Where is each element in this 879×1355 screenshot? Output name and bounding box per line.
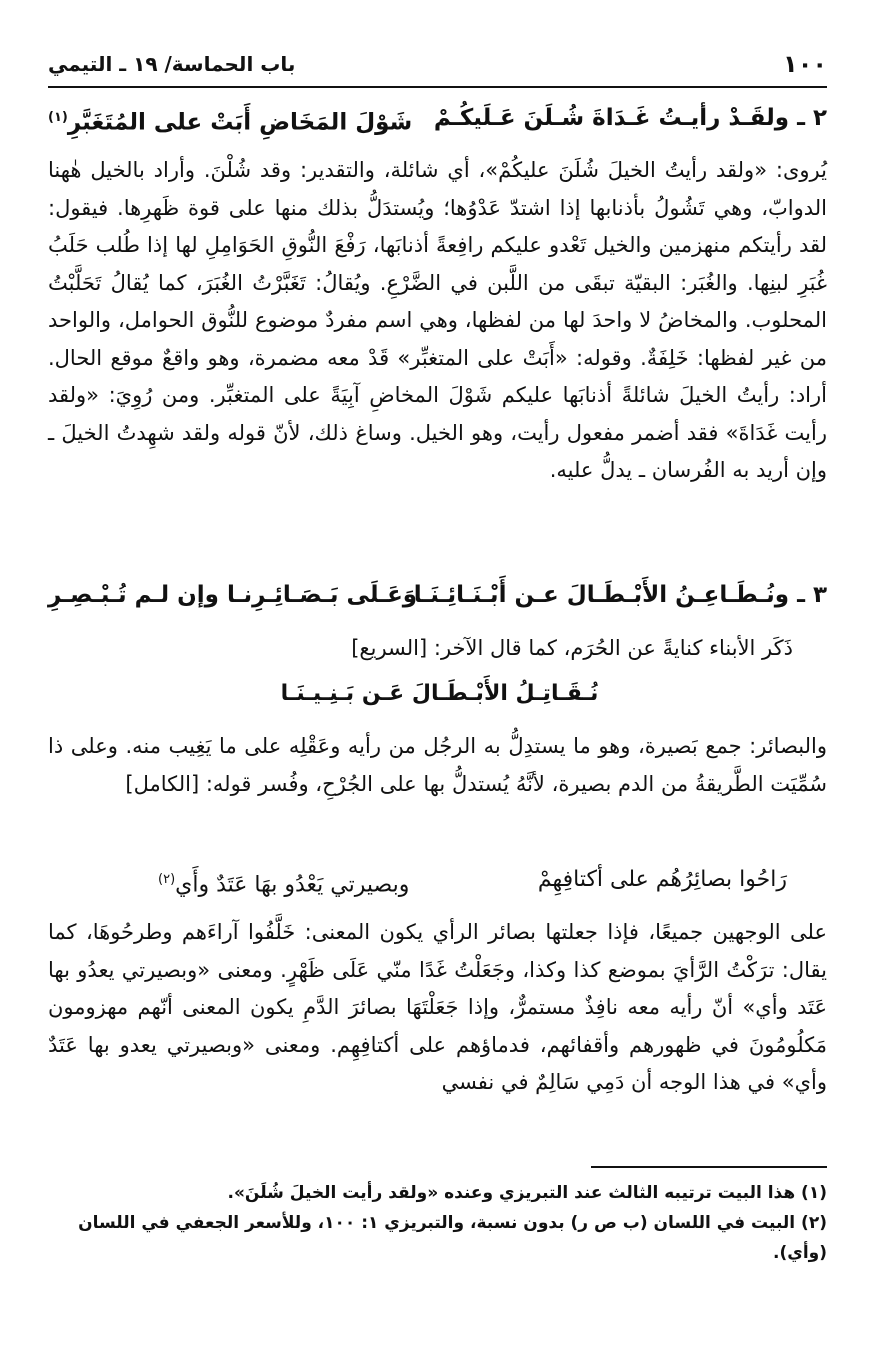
quoted-verse: نُـقَـاتِـلُ الأَبْـطَـالَ عَـن بَـنِـيـنَـا [280, 681, 599, 706]
commentary-paragraph-3: على الوجهين جميعًا، فإذا جعلتها بصائر الرأي يكون المعنى: خَلَّفُوا آراءَهم وطرحُوهَا، كما يقال: ترَكْتُ الرَّأيَ بموضع كذا وكذا، وجَعَلْتُ غَدًا منّي عَلَى ظَهْرٍ. ومعنى «وبصيرتي يعدُو بها عَتَد وأي» أنّ رأيه معه نافِذٌ مستمرٌّ، وإذا جَعَلْتَهَا بصائرَ الدَّمِ يكون المعنى أنّهم مهزومون مَكلُومُونَ في ظهورهم وأقفائهم، فدماؤهم على أكتافِهِم. ومعنى «وبصيرتي يعدو بها عَتَدٌ وأي» في هذا الوجه أن دَمِي سَالِمٌ في نفسي [48, 920, 827, 1094]
header-rule [48, 86, 827, 88]
page-header [48, 44, 827, 84]
verse-2 [48, 100, 827, 138]
citation-line: ذَكَر الأبناء كنايةً عن الحُرَم، كما قال الآخر: [السريع] [351, 636, 793, 660]
verse-2-second-hemistich: شَوْلَ المَخَاضِ أَبَتْ على المُتَغَبَّرِ$^{(١)}$ [48, 109, 413, 136]
verse-kamil [48, 862, 827, 900]
footnote-rule [591, 1166, 827, 1168]
verse-3-second-hemistich: وَعَـلَى بَـصَـائِـرِنـا وإن لـم تُـبْـصِـرِ [48, 582, 418, 608]
verse-kamil-second-hemistich: وبصيرتي يَعْدُو بهَا عَتَدٌ وأَي$^{(٢)}$ [158, 872, 410, 898]
footnote-ref-1: (١) [48, 110, 68, 125]
footnote-ref-2: (٢) [158, 872, 176, 887]
commentary-paragraph-2: والبصائر: جمع بَصيرة، وهو ما يستدِلُّ به الرجُل من رأيه وعَقْلِه على ما يَغِيب منه. وعلى ذا سُمِّيَت الطَّريقةُ من الدم بصيرة، لأنَّهُ يُستدلُّ بها على الجُرْحِ، وفُسر قوله: [الكامل] [48, 734, 827, 796]
verse-3 [48, 577, 827, 615]
verse-2-first-hemistich: ٢ ـ ولقَـدْ رأيـتُ غَـدَاةَ شُـلَنَ عَـلَيكُـمْ [433, 105, 827, 131]
commentary-paragraph-1: يُروى: «ولقد رأيتُ الخيلَ شُلَنَ عليكُمْ»، أي شائلة، والتقدير: وقد شُلْنَ. وأراد بالخيل هٰهنا الدوابّ، وهي تَشُولُ بأذنابها إذا اشتدّ عَدْوُها؛ ويُستدَلُّ بذلك منها على قوة ظَهرِها. فيقول: لقد رأيتكم منهزمين والخيل تَعْدو عليكم رافِعةً أذنابَها، رَفْعَ النُّوقِ الحَوَامِلِ لها إذا طُلب حَلَبُ غُبَرِ لبنِها. والغُبَر: البقيّة تبقَى من اللَّبن في الضَّرْعِ. ويُقالُ: تَغَبَّرْتُ الغُبَرَ، كما يُقالُ تَحَلَّبْتُ المحلوب. والمخاضُ لا واحدَ لها من لفظها، وهي اسم مفردٌ موضوع للنُّوق الحوامل، والواحد من غير لفظها: خَلِفَةٌ. وقوله: «أَبَتْ على المتغبِّر» قَدْ معه مضمرة، وهو واقعٌ موقع الحال. أراد: رأيتُ الخيلَ شائلةً أذنابَها عليكم شَوْلَ المخاضِ آبِيَةً على المتغبِّر. ومن رُوِيَ: «ولقد رأيت غَدَاةَ» فقد أضمر مفعول رأيت، وهو الخيل. وساغ ذلك، لأنّ قوله ولقد شهِدتُ الخيلَ ـ وإن أريد به الفُرسان ـ يدلُّ عليه. [48, 158, 827, 482]
running-title: باب الحماسة/ ١٩ ـ التيمي [48, 52, 296, 76]
footnote-2: (٢) البيت في اللسان (ب ص ر) بدون نسبة، والتبريزي ١: ١٠٠، وللأسعر الجعفي في اللسان (وأي). [78, 1213, 827, 1263]
footnote-1: (١) هذا البيت ترتيبه الثالث عند التبريزي وعنده «ولقد رأيت الخيلَ شُلَنَ». [227, 1183, 827, 1203]
verse-kamil-first-hemistich: رَاحُوا بصائِرُهُم على أكتافِهِمْ [537, 867, 787, 892]
verse-3-first-hemistich: ٣ ـ ونُـطَـاعِـنُ الأَبْـطَـالَ عـن أَبْـنَـائِـنَـا [413, 582, 827, 608]
page-number: ١٠٠ [783, 50, 827, 78]
